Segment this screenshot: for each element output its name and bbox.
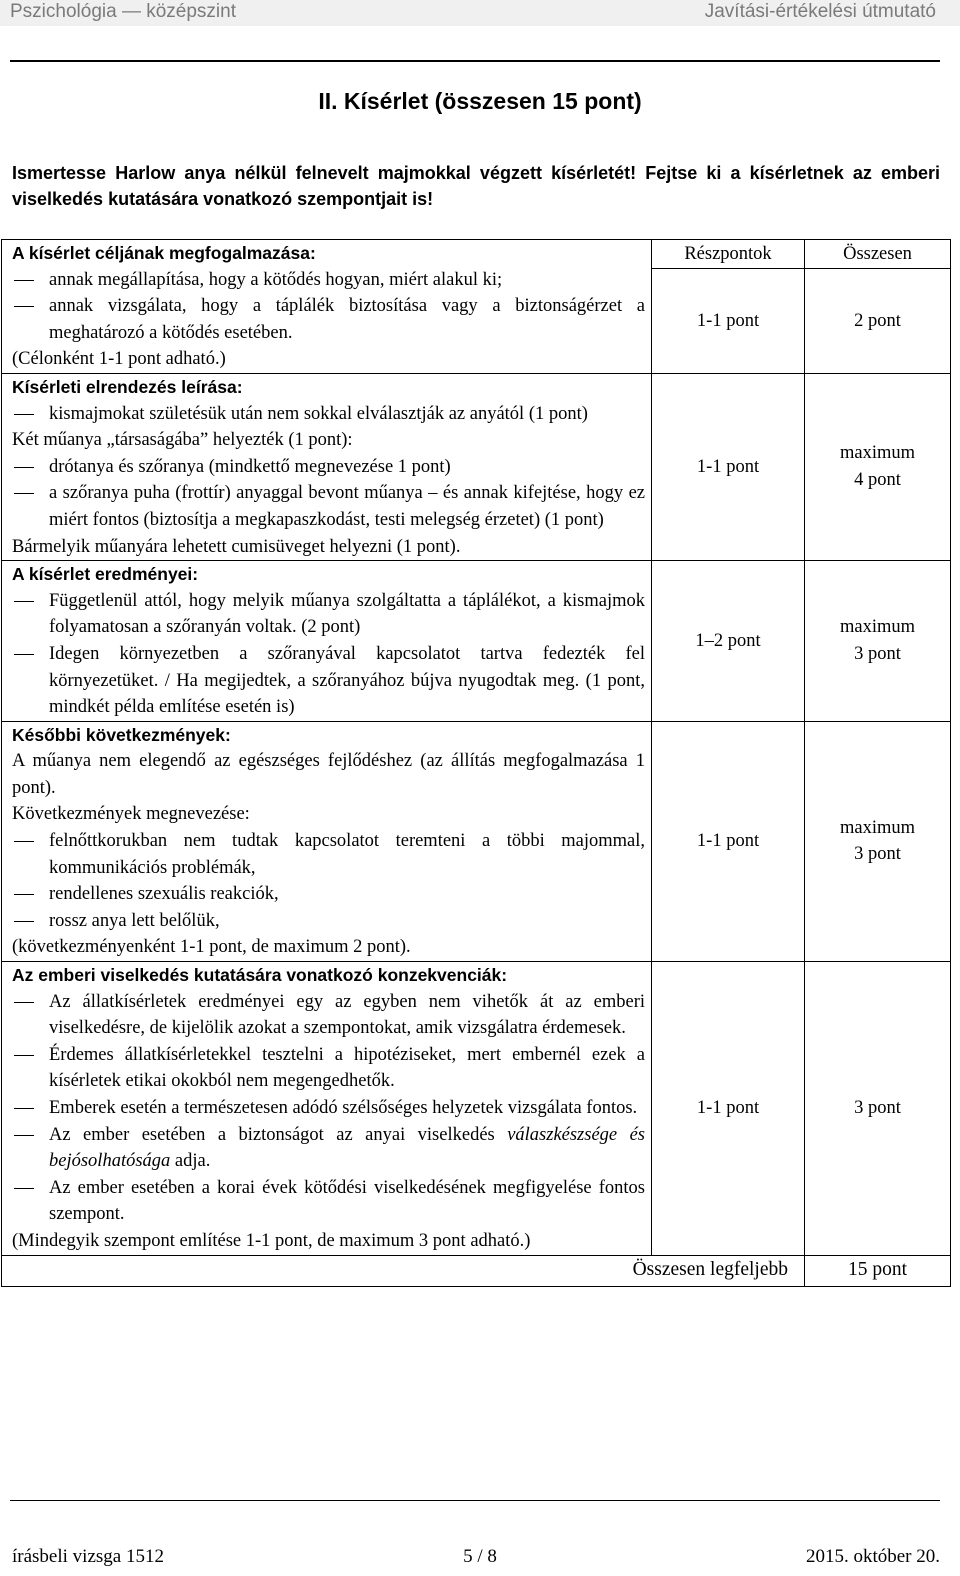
col-header-total: Összesen	[805, 240, 951, 269]
list-item: felnőttkorukban nem tudtak kapcsolatot teremteni a többi majommal, kommunikációs problémák,	[12, 828, 645, 881]
aims-cell	[2, 240, 652, 374]
setup-heading: Kísérleti elrendezés leírása:	[12, 376, 243, 397]
consequences-total	[805, 721, 951, 961]
setup-line: Két műanya „társaságába” helyezték (1 pont):	[12, 430, 353, 451]
results-heading: A kísérlet eredményei:	[12, 564, 199, 585]
footer-page-number: 5 / 8	[463, 1546, 497, 1567]
item-text: adja.	[170, 1151, 211, 1172]
aims-heading: A kísérlet céljának megfogalmazása:	[12, 243, 316, 263]
summary-value: 15 pont	[805, 1255, 951, 1286]
list-item: Érdemes állatkísérletekkel tesztelni a hipotéziseket, mert embernél ezek a kísérletek etikai okokból nem megengedhetők.	[12, 1042, 645, 1095]
list-item: Emberek esetén a természetesen adódó szélsőséges helyzetek vizsgálata fontos.	[12, 1095, 645, 1122]
list-item: Idegen környezetben a szőranyával kapcsolatot tartva fedezték fel környezetüket. / Ha megijedtek, a szőranyához bújva nyugodtak meg. (1 pont, mindkét példa említése esetén is)	[12, 641, 645, 721]
section-title: II. Kísérlet (összesen 15 pont)	[318, 88, 642, 114]
total-line: maximum	[839, 443, 916, 464]
aims-note: (Célonként 1-1 pont adható.)	[12, 349, 226, 370]
list-item: Az ember esetében a korai évek kötődési viselkedésének megfigyelése fontos szempont.	[12, 1175, 645, 1228]
list-item	[12, 1122, 645, 1175]
footer-rule	[10, 1500, 940, 1501]
scoring-table	[1, 239, 951, 1287]
implications-partial: 1-1 pont	[652, 962, 805, 1256]
summary-label: Összesen legfeljebb	[2, 1255, 805, 1286]
footer-exam-id: írásbeli vizsga 1512	[12, 1546, 164, 1567]
list-item: drótanya és szőranya (mindkettő megnevezése 1 pont)	[12, 454, 645, 481]
implications-note: (Mindegyik szempont említése 1-1 pont, de maximum 3 pont adható.)	[12, 1230, 531, 1251]
total-line: 4 pont	[854, 470, 901, 491]
results-partial: 1–2 pont	[652, 561, 805, 722]
consequences-heading: Későbbi következmények:	[12, 724, 231, 745]
setup-partial: 1-1 pont	[652, 373, 805, 560]
consequences-note: (következményenként 1-1 pont, de maximum 2 pont).	[12, 937, 411, 958]
footer-date: 2015. október 20.	[805, 1546, 940, 1567]
total-line: maximum	[839, 817, 916, 838]
consequences-line: Következmények megnevezése:	[12, 804, 250, 825]
header-subject: Pszichológia — középszint	[10, 1, 236, 22]
list-item: rossz anya lett belőlük,	[12, 908, 645, 935]
list-item: Az állatkísérletek eredményei egy az egyben nem vihetők át az emberi viselkedésre, de kijelölik azokat a szempontokat, amik vizsgálatra érdemesek.	[12, 989, 645, 1042]
implications-total	[805, 962, 951, 1256]
results-cell	[2, 561, 652, 722]
implications-heading: Az emberi viselkedés kutatására vonatkozó konzekvenciák:	[12, 965, 508, 986]
item-text: Az ember esetében a biztonságot az anyai viselkedés	[49, 1124, 508, 1145]
total-line: 3 pont	[854, 1098, 901, 1118]
consequences-line: A műanya nem elegendő az egészséges fejlődéshez (az állítás megfogalmazása 1 pont).	[12, 751, 645, 798]
list-item: annak megállapítása, hogy a kötődés hogyan, miért alakul ki;	[12, 267, 645, 294]
implications-cell	[2, 962, 652, 1256]
list-item: rendellenes szexuális reakciók,	[12, 881, 645, 908]
total-line: 3 pont	[854, 643, 901, 664]
consequences-cell	[2, 721, 652, 961]
setup-total	[805, 373, 951, 560]
setup-line: Bármelyik műanyára lehetett cumisüveget helyezni (1 pont).	[12, 536, 461, 557]
list-item: annak vizsgálata, hogy a táplálék biztosítása vagy a biztonságérzet a meghatározó a kötődés esetében.	[12, 293, 645, 346]
setup-cell	[2, 373, 652, 560]
results-total	[805, 561, 951, 722]
header-doc-type: Javítási-értékelési útmutató	[704, 1, 936, 22]
list-item: kismajmokat születésük után nem sokkal elválasztják az anyától (1 pont)	[12, 401, 645, 428]
total-line: maximum	[839, 617, 916, 638]
aims-partial: 1-1 pont	[652, 269, 805, 374]
consequences-partial: 1-1 pont	[652, 721, 805, 961]
aims-total	[805, 269, 951, 374]
total-line: 3 pont	[854, 844, 901, 865]
list-item: Függetlenül attól, hogy melyik műanya szolgáltatta a táplálékot, a kismajmok folyamatosan a szőranyán voltak. (2 pont)	[12, 588, 645, 641]
col-header-partial: Részpontok	[652, 240, 805, 269]
task-prompt: Ismertesse Harlow anya nélkül felnevelt majmokkal végzett kísérletét! Fejtse ki a kísérletnek az emberi viselkedés kutatására vonatkozó szempontjait is!	[12, 163, 940, 209]
item-text-italic: válaszkészsége és bejósolhatósága	[49, 1124, 645, 1172]
page-header	[0, 0, 960, 26]
header-rule	[10, 60, 940, 62]
total-line: 2 pont	[854, 310, 901, 331]
list-item: a szőranya puha (frottír) anyaggal bevont műanya – és annak kifejtése, hogy ez miért fontos (biztosítja a megkapaszkodást, testi melegség érzetet) (1 pont)	[12, 480, 645, 533]
